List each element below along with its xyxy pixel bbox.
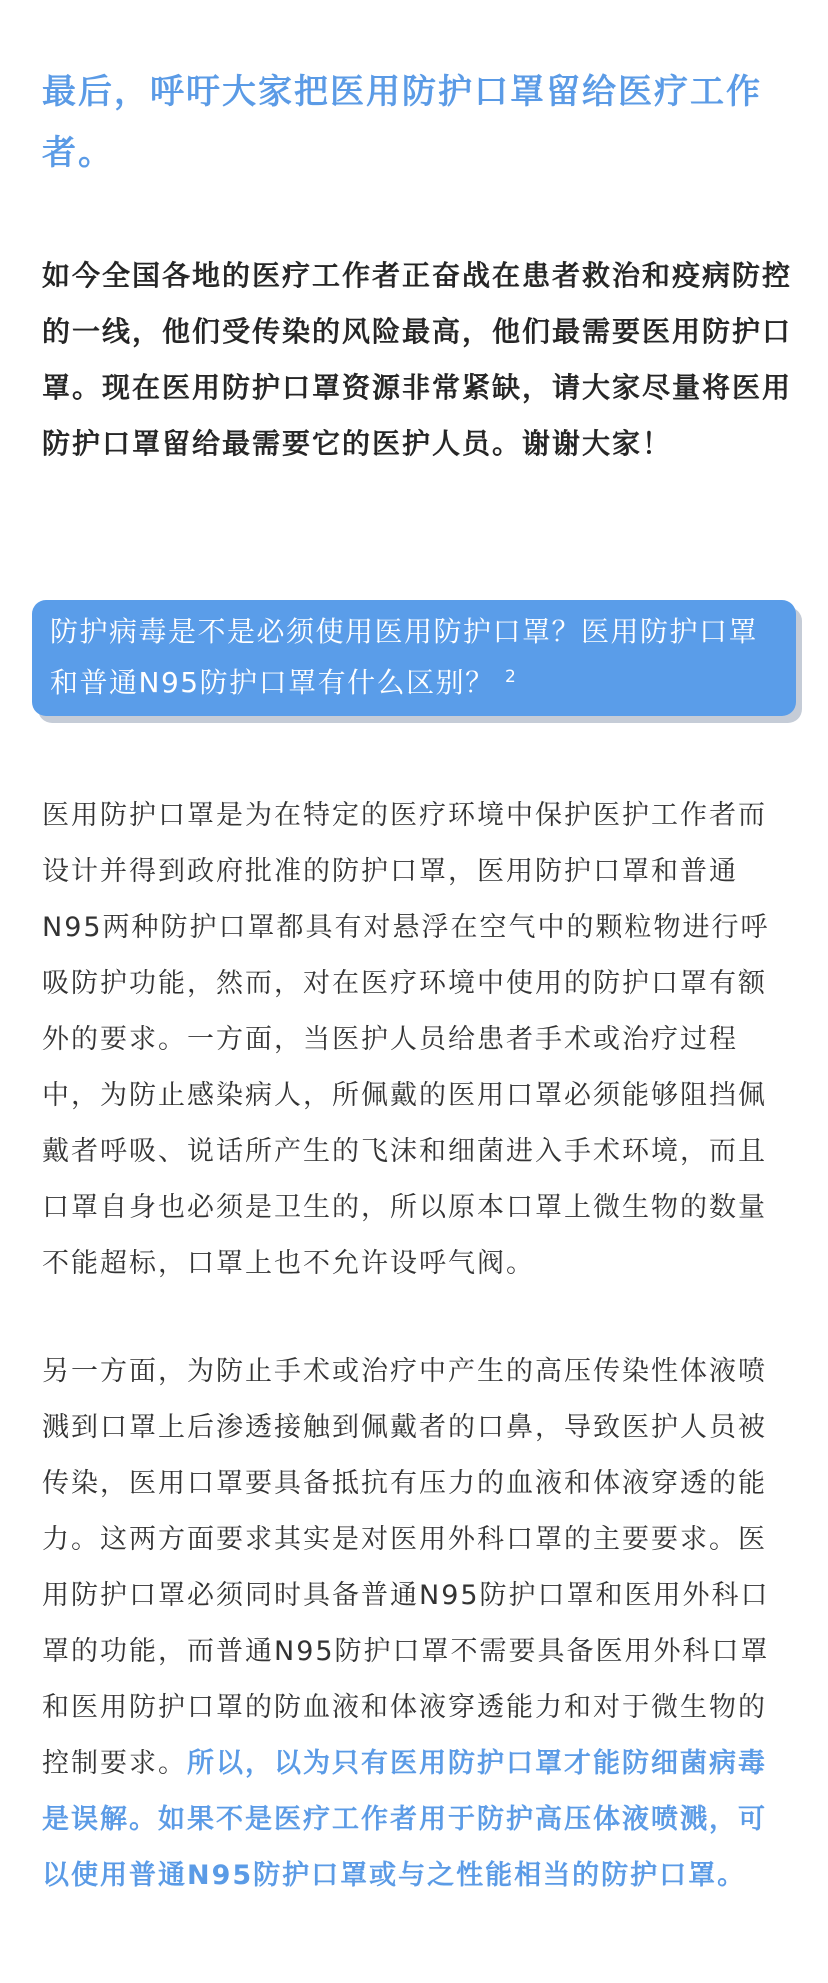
answer-paragraph-2-text: 另一方面，为防止手术或治疗中产生的高压传染性体液喷溅到口罩上后渗透接触到佩戴者的口鼻，导致医护人员被传染，医用口罩要具备抵抗有压力的血液和体液穿透的能力。这两方面要求其实是对医用外科口罩的主要要求。医用防护口罩必须同时具备普通N95防护口罩和医用外科口罩的功能，而普通N95防护口罩不需要具备医用外科口罩和医用防护口罩的防血液和体液穿透能力和对于微生物的控制要求。 — [42, 1356, 770, 1779]
conclusion-highlight: 所以，以为只有医用防护口罩才能防细菌病毒是误解。如果不是医疗工作者用于防护高压体液喷溅，可以使用普通N95防护口罩或与之性能相当的防护口罩。 — [42, 1748, 767, 1891]
answer-paragraph-2 — [42, 1344, 794, 1904]
question-text: 防护病毒是不是必须使用医用防护口罩？医用防护口罩和普通N95防护口罩有什么区别？ — [50, 615, 759, 699]
footnote-marker[interactable]: 2 — [504, 667, 518, 687]
answer-paragraph-1: 医用防护口罩是为在特定的医疗环境中保护医护工作者而设计并得到政府批准的防护口罩，医用防护口罩和普通N95两种防护口罩都具有对悬浮在空气中的颗粒物进行呼吸防护功能，然而，对在医疗环境中使用的防护口罩有额外的要求。一方面，当医护人员给患者手术或治疗过程中，为防止感染病人，所佩戴的医用口罩必须能够阻挡佩戴者呼吸、说话所产生的飞沫和细菌进入手术环境，而且口罩自身也必须是卫生的，所以原本口罩上微生物的数量不能超标，口罩上也不允许设呼气阀。 — [42, 800, 770, 1279]
closing-heading: 最后，呼吁大家把医用防护口罩留给医疗工作者。 — [42, 72, 762, 173]
question-text-block — [50, 606, 782, 708]
intro-paragraph: 如今全国各地的医疗工作者正奋战在患者救治和疫病防控的一线，他们受传染的风险最高，他们最需要医用防护口罩。现在医用防护口罩资源非常紧缺，请大家尽量将医用防护口罩留给最需要它的医护人员。谢谢大家！ — [42, 259, 793, 460]
question-callout — [32, 600, 796, 716]
